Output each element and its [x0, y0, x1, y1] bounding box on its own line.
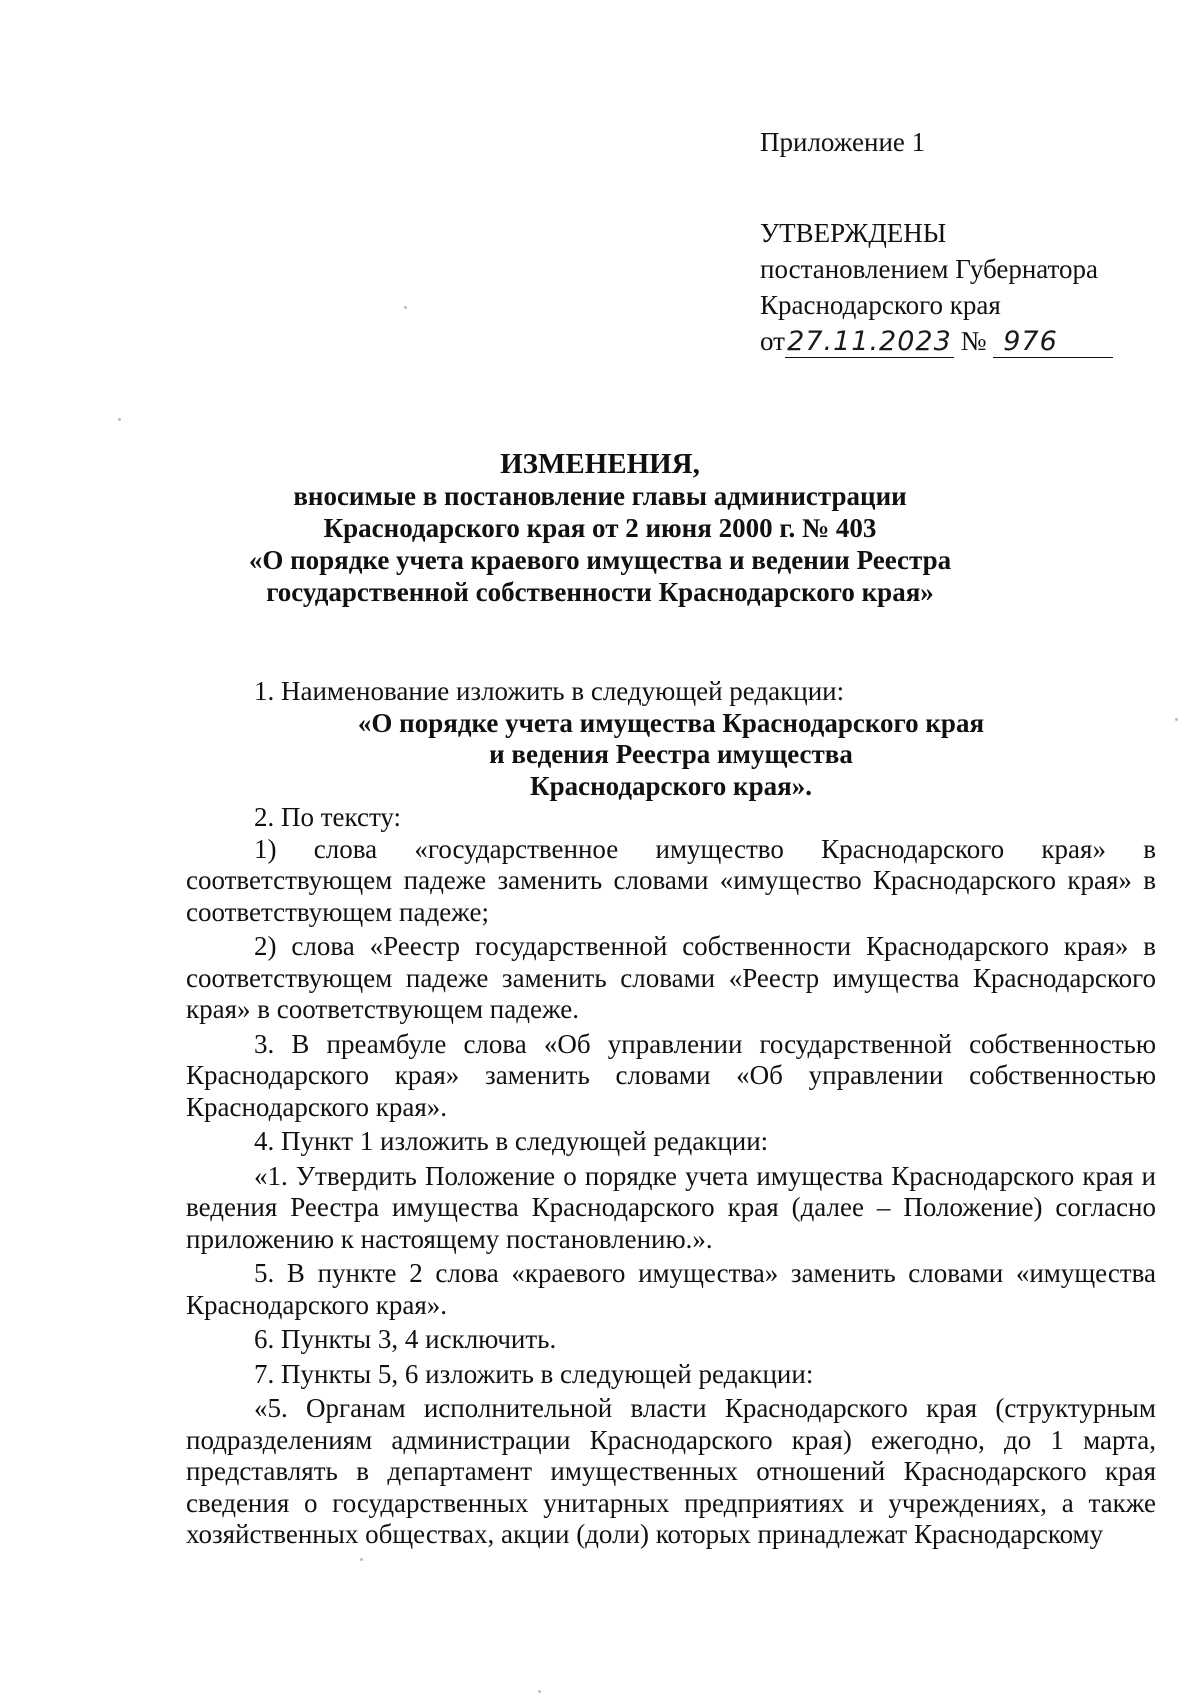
- paragraph-6: 6. Пункты 3, 4 исключить.: [254, 1324, 557, 1354]
- paragraph-1-quote-line-3: Краснодарского края».: [530, 770, 812, 801]
- title-line-1: вносимые в постановление главы администрации: [293, 481, 907, 511]
- paragraph-2-2: 2) слова «Реестр государственной собственности Краснодарского края» в соответствующем падеже заменить словами «Реестр имущества Краснодарского края» в соответствующем падеже.: [186, 931, 1156, 1024]
- scan-speck: [404, 306, 407, 309]
- paragraph-7: 7. Пункты 5, 6 изложить в следующей редакции:: [254, 1358, 814, 1389]
- paragraph-1-quote-line-2: и ведения Реестра имущества: [489, 739, 853, 769]
- scan-speck: [538, 1690, 541, 1693]
- paragraph-2: 2. По тексту:: [254, 802, 402, 832]
- paragraph-2-1: 1) слова «государственное имущество Краснодарского края» в соответствующем падеже заменить словами «имущество Краснодарского края» в соответствующем падеже;: [186, 833, 1156, 927]
- approval-block: [760, 124, 1140, 359]
- number-label: №: [960, 326, 987, 356]
- handwritten-date: 27.11.2023: [785, 327, 954, 358]
- paragraph-4: 4. Пункт 1 изложить в следующей редакции:: [254, 1126, 769, 1156]
- approved-label: УТВЕРЖДЕНЫ: [760, 218, 947, 248]
- paragraph-4-quote: «1. Утвердить Положение о порядке учета имущества Краснодарского края и ведения Реестра имущества Краснодарского края (далее – Положение) согласно приложению к настоящему постановлению.».: [186, 1160, 1156, 1254]
- paragraph-5: 5. В пункте 2 слова «краевого имущества» заменить словами «имущества Краснодарского края».: [186, 1258, 1156, 1320]
- scan-speck: [118, 418, 121, 421]
- paragraph-1: 1. Наименование изложить в следующей редакции:: [254, 676, 845, 706]
- handwritten-number: 976: [993, 327, 1113, 358]
- paragraph-7-quote: «5. Органам исполнительной власти Краснодарского края (структурным подразделениям администрации Краснодарского края) ежегодно, до 1 марта, представлять в департамент имущественных отношений Краснодарского края сведения о государственных унитарных предприятиях и учреждениях, а также хозяйственных обществах, акции (доли) которых принадлежат Краснодарскому: [186, 1393, 1156, 1549]
- document-body: [186, 676, 1156, 1554]
- scan-speck: [1175, 718, 1178, 721]
- scan-speck: [360, 1558, 363, 1561]
- title-line-2: Краснодарского края от 2 июня 2000 г. № 403: [323, 513, 877, 543]
- from-label: от: [760, 326, 785, 356]
- title-line-3: «О порядке учета краевого имущества и ведении Реестра: [248, 545, 952, 575]
- paragraph-1-quote-line-1: «О порядке учета имущества Краснодарского края: [357, 707, 985, 738]
- approved-by-line-2: Краснодарского края: [760, 290, 1001, 320]
- decree-date-number-line: [760, 323, 1140, 359]
- title-heading: ИЗМЕНЕНИЯ,: [500, 448, 700, 480]
- paragraph-3: 3. В преамбуле слова «Об управлении государственной собственностью Краснодарского края» заменить словами «Об управлении собственностью Краснодарского края».: [186, 1028, 1156, 1122]
- title-line-4: государственной собственности Краснодарского края»: [266, 577, 934, 607]
- document-title: [180, 448, 1020, 608]
- approved-by-line-1: постановлением Губернатора: [760, 254, 1098, 284]
- appendix-label: Приложение 1: [760, 127, 926, 157]
